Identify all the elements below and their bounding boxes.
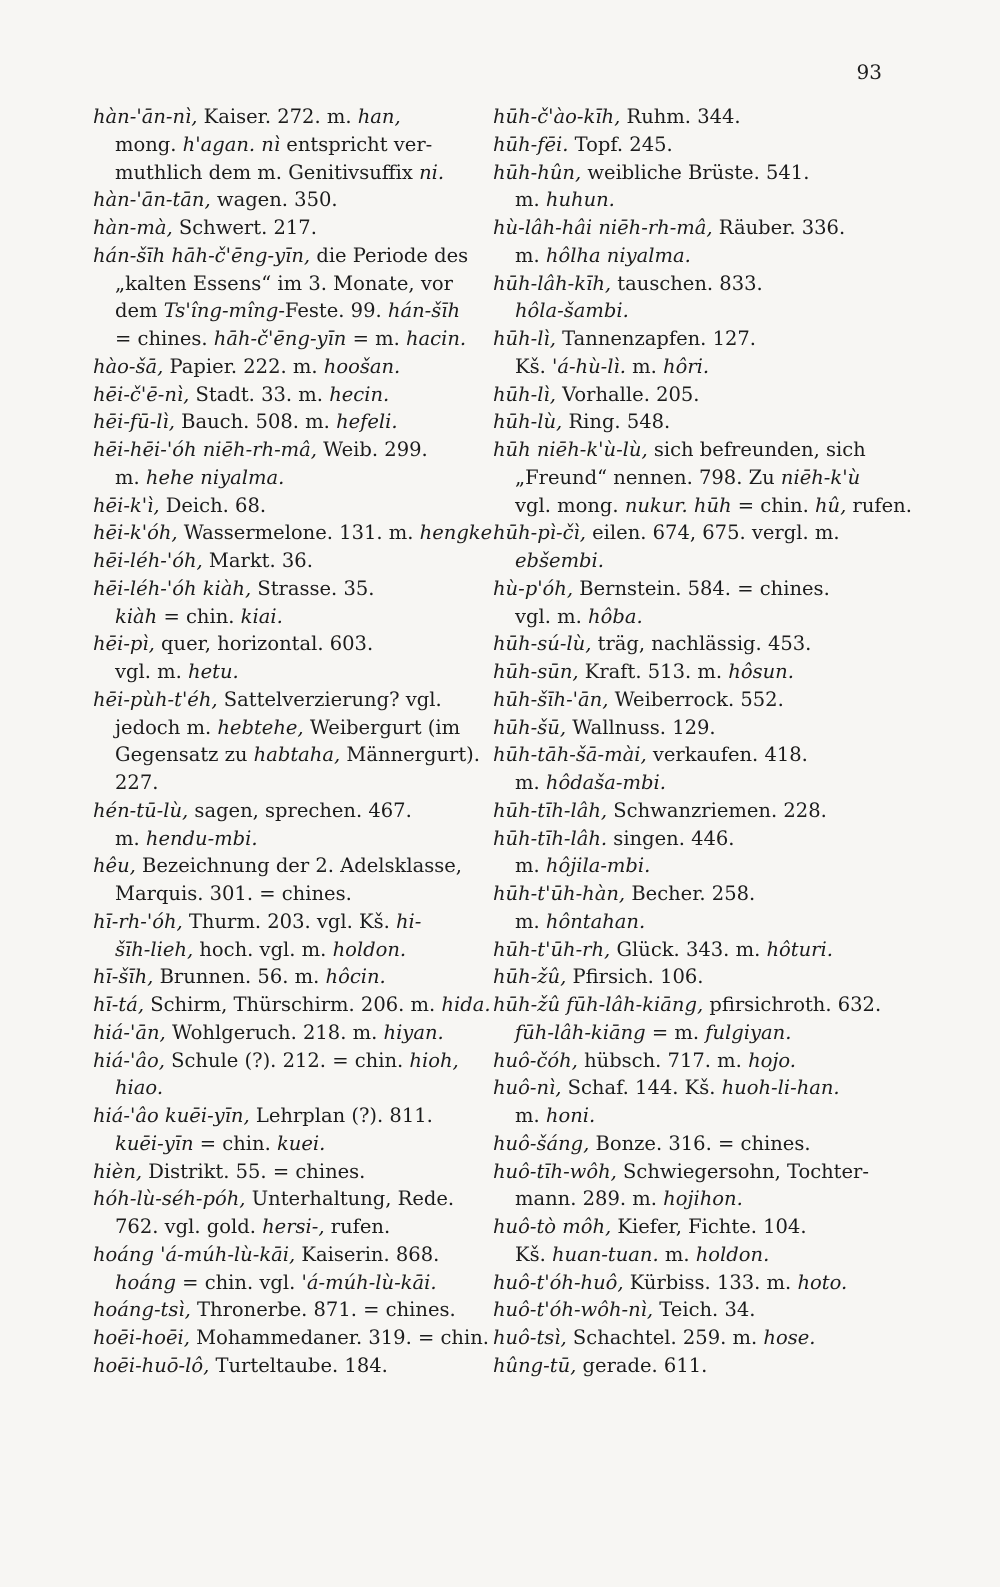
entry-line: hūh-pì-čì, eilen. 674, 675. vergl. m. (493, 521, 840, 545)
entry-continuation-line: 227. (115, 771, 159, 794)
entry-line: hoáng 'á-múh-lù-kāi, Kaiserin. 868. (93, 1242, 440, 1266)
entry-line: hán-šīh hāh-č'ēng-yīn, die Periode des (93, 243, 469, 267)
entry-continuation-line: kiàh = chin. kiai. (115, 604, 283, 628)
entry-continuation-line: m. honi. (515, 1104, 596, 1127)
entry-line: hūh-hûn, weibliche Brüste. 541. (493, 160, 810, 184)
entry-line: hiá-'ān, Wohlgeruch. 218. m. hiyan. (93, 1020, 444, 1044)
entry-line: huô-t'óh-wôh-nì, Teich. 34. (493, 1298, 756, 1322)
entry-continuation-line: Kš. 'á-hù-lì. m. hôri. (515, 354, 710, 378)
entry-line: hàn-mà, Schwert. 217. (93, 216, 317, 239)
entry-line: hūh-tāh-šā-mài, verkaufen. 418. (493, 743, 808, 767)
entry-line: hūh-lù, Ring. 548. (493, 410, 671, 434)
entry-continuation-line: hôla-šambi. (515, 299, 629, 323)
entry-continuation-line: mann. 289. m. hojihon. (515, 1187, 743, 1211)
entry-continuation-line: m. hôdaša-mbi. (515, 771, 666, 794)
entry-continuation-line: šīh-lieh, hoch. vgl. m. holdon. (115, 937, 407, 961)
entry-line: hoēi-huō-lô, Turteltaube. 184. (93, 1353, 388, 1377)
entry-line: hàn-'ān-tān, wagen. 350. (93, 188, 338, 212)
entry-continuation-line: Kš. huan-tuan. m. holdon. (515, 1242, 770, 1266)
entry-line: hūh-fēi. Topf. 245. (493, 132, 673, 156)
entry-line: hēi-léh-'óh kiàh, Strasse. 35. (93, 576, 375, 600)
entry-continuation-line: 762. vgl. gold. hersi-, rufen. (115, 1215, 391, 1238)
entry-line: hūh-sūn, Kraft. 513. m. hôsun. (493, 660, 794, 683)
entry-line: huô-nì, Schaf. 144. Kš. huoh-li-han. (493, 1076, 840, 1100)
entry-continuation-line: vgl. m. hetu. (115, 660, 239, 683)
entry-line: hūh-t'ūh-rh, Glück. 343. m. hôturi. (493, 937, 833, 961)
entry-continuation-line: m. huhun. (515, 188, 615, 212)
entry-continuation-line: muthlich dem m. Genitivsuffix ni. (115, 160, 445, 184)
entry-line: hēi-k'ì, Deich. 68. (93, 493, 267, 517)
entry-line: hūh-lâh-kīh, tauschen. 833. (493, 271, 763, 295)
entry-line: hūh-tīh-lâh. singen. 446. (493, 826, 735, 850)
entry-line: hēi-č'ē-nì, Stadt. 33. m. hecin. (93, 382, 390, 406)
entry-line: hēi-fū-lì, Bauch. 508. m. hefeli. (93, 410, 398, 434)
entry-continuation-line: m. hôjila-mbi. (515, 854, 651, 878)
entry-continuation-line: dem Ts'îng-mîng-Feste. 99. hán-šīh (115, 299, 461, 323)
entry-line: hêu, Bezeichnung der 2. Adelsklasse, (93, 854, 462, 878)
entry-line: hī-tá, Schirm, Thürschirm. 206. m. hida. (93, 993, 491, 1016)
left-column (93, 103, 499, 1380)
entry-continuation-line: Gegensatz zu habtaha, Männergurt). (115, 743, 480, 767)
entry-line: hī-šīh, Brunnen. 56. m. hôcin. (93, 965, 386, 989)
entry-line: hûng-tū, gerade. 611. (493, 1353, 708, 1377)
entry-line: hūh-sú-lù, träg, nachlässig. 453. (493, 632, 812, 656)
entry-line: huô-čóh, hübsch. 717. m. hojo. (493, 1048, 797, 1072)
page-number: 93 (856, 60, 882, 84)
entry-line: hūh-šū, Wallnuss. 129. (493, 715, 716, 739)
entry-line: hièn, Distrikt. 55. = chines. (93, 1159, 366, 1183)
entry-continuation-line: „Freund“ nennen. 798. Zu niēh-k'ù (515, 465, 861, 489)
entry-continuation-line: hiao. (115, 1076, 164, 1100)
entry-line: hēi-léh-'óh, Markt. 36. (93, 549, 313, 572)
entry-line: hūh-č'ào-kīh, Ruhm. 344. (493, 105, 741, 128)
entry-continuation-line: hoáng = chin. vgl. 'á-múh-lù-kāi. (115, 1270, 437, 1294)
entry-line: hù-lâh-hâi niēh-rh-mâ, Räuber. 336. (493, 216, 846, 239)
entry-line: hī-rh-'óh, Thurm. 203. vgl. Kš. hi- (93, 909, 422, 933)
entry-line: hūh-lì, Tannenzapfen. 127. (493, 327, 756, 350)
entry-line: hūh-žû fūh-lâh-kiāng, pfirsichroth. 632. (493, 993, 882, 1016)
entry-continuation-line: jedoch m. hebtehe, Weibergurt (im (115, 715, 461, 739)
entry-line: huô-tsì, Schachtel. 259. m. hose. (493, 1326, 816, 1349)
entry-line: hūh niēh-k'ù-lù, sich befreunden, sich (493, 438, 866, 461)
entry-continuation-line: Marquis. 301. = chines. (115, 882, 352, 905)
entry-line: huô-t'óh-huô, Kürbiss. 133. m. hoto. (493, 1270, 848, 1294)
entry-line: hēi-hēi-'óh niēh-rh-mâ, Weib. 299. (93, 438, 428, 461)
entry-line: hūh-lì, Vorhalle. 205. (493, 382, 700, 406)
entry-line: huô-šáng, Bonze. 316. = chines. (493, 1131, 811, 1155)
entry-line: hoēi-hoēi, Mohammedaner. 319. = chin. (93, 1326, 489, 1349)
entry-continuation-line: „kalten Essens“ im 3. Monate, vor (115, 271, 453, 295)
entry-line: hēi-pùh-t'éh, Sattelverzierung? vgl. (93, 687, 442, 711)
entry-continuation-line: fūh-lâh-kiāng = m. fulgiyan. (515, 1020, 792, 1044)
entry-line: hù-p'óh, Bernstein. 584. = chines. (493, 576, 830, 600)
entry-continuation-line: kuēi-yīn = chin. kuei. (115, 1131, 326, 1155)
entry-line: hēi-k'óh, Wassermelone. 131. m. hengke. (93, 521, 499, 545)
entry-continuation-line: ebšembi. (515, 549, 604, 572)
entry-line: hàn-'ān-nì, Kaiser. 272. m. han, (93, 105, 401, 128)
entry-line: hén-tū-lù, sagen, sprechen. 467. (93, 798, 412, 822)
entry-continuation-line: m. hehe niyalma. (115, 465, 285, 489)
entry-line: hoáng-tsì, Thronerbe. 871. = chines. (93, 1298, 456, 1322)
entry-line: hūh-tīh-lâh, Schwanzriemen. 228. (493, 798, 827, 822)
entry-continuation-line: vgl. m. hôba. (515, 604, 643, 628)
entry-line: hūh-žû, Pfirsich. 106. (493, 965, 704, 989)
entry-line: hiá-'âo, Schule (?). 212. = chin. hioh, (93, 1048, 459, 1072)
entry-line: hūh-šīh-'ān, Weiberrock. 552. (493, 687, 784, 711)
entry-line: huô-tīh-wôh, Schwiegersohn, Tochter- (493, 1159, 869, 1183)
entry-continuation-line: m. hendu-mbi. (115, 826, 258, 850)
entry-line: hēi-pì, quer, horizontal. 603. (93, 632, 374, 656)
entry-line: hào-šā, Papier. 222. m. hoošan. (93, 354, 401, 378)
entry-line: huô-tò môh, Kiefer, Fichte. 104. (493, 1215, 807, 1238)
entry-continuation-line: vgl. mong. nukur. hūh = chin. hû, rufen. (515, 493, 912, 517)
entry-continuation-line: m. hôntahan. (515, 909, 646, 933)
entry-line: hiá-'âo kuēi-yīn, Lehrplan (?). 811. (93, 1104, 433, 1127)
entry-line: hūh-t'ūh-hàn, Becher. 258. (493, 882, 756, 905)
entry-continuation-line: mong. h'agan. nì entspricht ver- (115, 132, 433, 156)
entry-continuation-line: = chines. hāh-č'ēng-yīn = m. hacin. (115, 327, 467, 350)
right-column (493, 103, 912, 1380)
entry-line: hóh-lù-séh-póh, Unterhaltung, Rede. (93, 1187, 455, 1211)
entry-continuation-line: m. hôlha niyalma. (515, 243, 691, 267)
